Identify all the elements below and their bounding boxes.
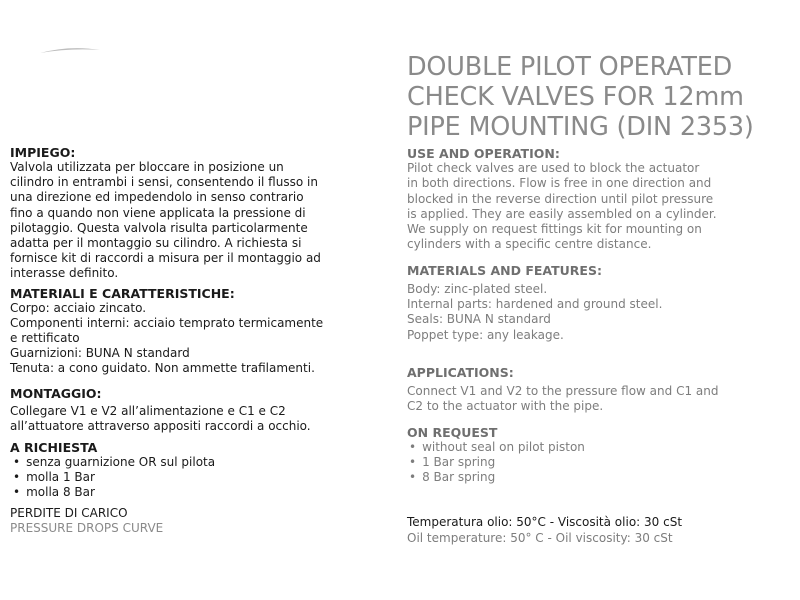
italian-column bbox=[10, 145, 330, 536]
use-text bbox=[407, 161, 792, 253]
materiali-heading: MATERIALI E CARATTERISTICHE: bbox=[10, 285, 235, 301]
list-item: • 8 Bar spring bbox=[409, 470, 792, 485]
materials-line: Seals: BUNA N standard bbox=[407, 312, 551, 327]
title-line-2: CHECK VALVES FOR 12mm bbox=[407, 82, 744, 112]
use-line: blocked in the reverse direction until pilot pressure bbox=[407, 191, 714, 206]
use-line: Pilot check valves are used to block the actuator bbox=[407, 161, 700, 175]
impiego-line: fino a quando non viene applicata la pressione di bbox=[10, 205, 306, 220]
materiali-line: Componenti interni: acciaio temprato termicamente bbox=[10, 315, 324, 330]
materials-line: Internal parts: hardened and ground steel. bbox=[407, 297, 663, 312]
title-line-3: PIPE MOUNTING (DIN 2353) bbox=[407, 112, 754, 142]
use-heading: USE AND OPERATION: bbox=[407, 146, 560, 161]
applications-line: C2 to the actuator with the pipe. bbox=[407, 399, 604, 414]
perdite-label: PERDITE DI CARICO bbox=[10, 506, 128, 521]
materials-heading: MATERIALS AND FEATURES: bbox=[407, 262, 602, 278]
page-title bbox=[407, 52, 799, 142]
use-line: in both directions. Flow is free in one direction and bbox=[407, 176, 712, 191]
use-line: cylinders with a specific centre distance. bbox=[407, 237, 652, 252]
materials-text bbox=[407, 282, 792, 343]
materiali-line: Corpo: acciaio zincato. bbox=[10, 300, 147, 315]
materiali-line: Tenuta: a cono guidato. Non ammette trafilamenti. bbox=[10, 361, 315, 376]
materiali-line: Guarnizioni: BUNA N standard bbox=[10, 346, 190, 361]
oil-temperature-en: Oil temperature: 50° C - Oil viscosity: 30 cSt bbox=[407, 531, 673, 545]
on-request-heading: ON REQUEST bbox=[407, 424, 498, 440]
montaggio-line: all’attuatore attraverso appositi raccordi a occhio. bbox=[10, 418, 311, 433]
impiego-line: una direzione ed impedendolo in senso contrario bbox=[10, 190, 304, 205]
impiego-line: pilotaggio. Questa valvola risulta particolarmente bbox=[10, 220, 308, 235]
montaggio-heading: MONTAGGIO: bbox=[10, 385, 102, 401]
montaggio-line: Collegare V1 e V2 all’alimentazione e C1 e C2 bbox=[10, 403, 286, 418]
oil-temperature-it: Temperatura olio: 50°C - Viscosità olio: 30 cSt bbox=[407, 515, 683, 529]
list-item: • senza guarnizione OR sul pilota bbox=[13, 455, 330, 470]
applications-heading: APPLICATIONS: bbox=[407, 364, 514, 380]
impiego-line: adatta per il montaggio su cilindro. A richiesta si bbox=[10, 236, 302, 251]
list-item: • 1 Bar spring bbox=[409, 455, 792, 470]
applications-line: Connect V1 and V2 to the pressure flow and C1 and bbox=[407, 383, 719, 398]
richiesta-list bbox=[10, 455, 330, 500]
list-item: • molla 1 Bar bbox=[13, 470, 330, 485]
richiesta-heading: A RICHIESTA bbox=[10, 440, 98, 456]
materiali-text bbox=[10, 301, 330, 377]
materials-line: Poppet type: any leakage. bbox=[407, 327, 564, 342]
materials-line: Body: zinc-plated steel. bbox=[407, 281, 548, 296]
on-request-list bbox=[407, 440, 792, 486]
pressure-drops-label: PRESSURE DROPS CURVE bbox=[10, 521, 164, 536]
impiego-heading: IMPIEGO: bbox=[10, 145, 76, 160]
montaggio-text bbox=[10, 404, 330, 434]
impiego-line: interasse definito. bbox=[10, 266, 119, 281]
impiego-text bbox=[10, 160, 330, 282]
decorative-swoosh bbox=[40, 44, 100, 58]
materiali-line: e rettificato bbox=[10, 331, 80, 346]
use-line: is applied. They are easily assembled on a cylinder. bbox=[407, 206, 717, 221]
applications-text bbox=[407, 384, 792, 415]
list-item: • without seal on pilot piston bbox=[409, 440, 792, 455]
title-line-1: DOUBLE PILOT OPERATED bbox=[407, 52, 733, 82]
english-column bbox=[407, 146, 792, 485]
list-item: • molla 8 Bar bbox=[13, 485, 330, 500]
impiego-line: Valvola utilizzata per bloccare in posizione un bbox=[10, 160, 284, 174]
use-line: We supply on request fittings kit for mounting on bbox=[407, 222, 702, 237]
impiego-line: cilindro in entrambi i sensi, consentendo il flusso in bbox=[10, 175, 318, 190]
impiego-line: fornisce kit di raccordi a misura per il montaggio ad bbox=[10, 251, 321, 266]
